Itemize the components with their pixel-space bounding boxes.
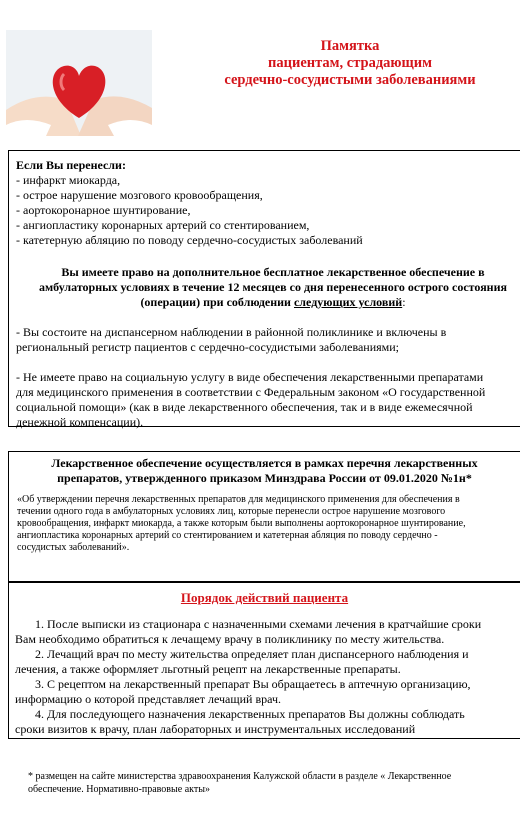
condition-item: - катетерную абляцию по поводу сердечно-сосудистых заболеваний xyxy=(16,233,363,247)
rights-line-conditions xyxy=(16,295,520,310)
order-quote-line: сосудистых заболеваний». xyxy=(17,542,130,553)
order-quote-line: течении одного года в амбулаторных условиях лиц, которые перенесли острое нарушение мозгового xyxy=(17,506,446,517)
condition-paragraph: социальной помощи» (как в виде лекарственного обеспечения, так и в виде ежемесячной xyxy=(16,400,473,414)
step-line: 4. Для последующего назначения лекарственных препаратов Вы должны соблюдать xyxy=(35,707,465,721)
order-heading-line: Лекарственное обеспечение осуществляется в рамках перечня лекарственных xyxy=(51,456,478,470)
steps-heading: Порядок действий пациента xyxy=(180,590,349,605)
title-line: Памятка xyxy=(320,38,380,54)
step-line: Вам необходимо обратиться к лечащему врачу в поликлинику по месту жительства. xyxy=(15,632,445,646)
condition-paragraph: региональный регистр пациентов с сердечно-сосудистыми заболеваниями; xyxy=(16,340,400,354)
conditions-underlined: следующих условий xyxy=(293,295,403,309)
rights-line: амбулаторных условиях в течение 12 месяцев со дня перенесенного острого состояния xyxy=(38,280,508,294)
heart-icon xyxy=(6,30,152,136)
step-line: информацию о которой представляет лечащий врач. xyxy=(15,692,281,706)
rights-line: Вы имеете право на дополнительное бесплатное лекарственное обеспечение в xyxy=(61,265,485,279)
order-heading-line: препаратов, утвержденного приказом Минздрава России от 09.01.2020 №1н* xyxy=(57,471,472,485)
footnote xyxy=(28,770,451,796)
step-line: 2. Лечащий врач по месту жительства определяет план диспансерного наблюдения и xyxy=(35,647,469,661)
footnote-line: обеспечение. Нормативно-правовые акты» xyxy=(28,784,210,795)
order-quote-line: «Об утверждении перечня лекарственных препаратов для медицинского применения для обеспечения в xyxy=(17,494,460,505)
condition-item: - инфаркт миокарда, xyxy=(16,173,121,187)
condition-item: - ангиопластику коронарных артерий со стентированием, xyxy=(16,218,310,232)
condition-item: - острое нарушение мозгового кровообращения, xyxy=(16,188,263,202)
eligibility-box xyxy=(8,150,520,427)
eligibility-heading: Если Вы перенесли: xyxy=(16,158,126,172)
page-title xyxy=(190,38,510,89)
step-line: 1. После выписки из стационара с назначенными схемами лечения в кратчайшие сроки xyxy=(35,617,482,631)
condition-paragraph: денежной компенсации). xyxy=(16,415,144,429)
order-quote-line: кровообращения, инфаркт миокарда, а также которым были выполнены аортокоронарное шунтирование, xyxy=(17,518,466,529)
title-line: сердечно-сосудистыми заболеваниями xyxy=(224,72,476,88)
condition-item: - аортокоронарное шунтирование, xyxy=(16,203,191,217)
footnote-line: * размещен на сайте министерства здравоохранения Калужской области в разделе « Лекарственное xyxy=(28,771,452,782)
step-line: лечения, а также оформляет льготный рецепт на лекарственные препараты. xyxy=(15,662,401,676)
step-line: сроки визитов к врачу, план лабораторных и инструментальных исследований xyxy=(15,722,416,736)
condition-paragraph: для медицинского применения в соответствии с Федеральным законом «О государственной xyxy=(16,385,486,399)
patient-steps-box xyxy=(8,582,520,739)
step-line: 3. С рецептом на лекарственный препарат Вы обращаетесь в аптечную организацию, xyxy=(35,677,471,691)
order-quote-line: ангиопластика коронарных артерий со стентированием и катетерная абляция по поводу сердечно - xyxy=(17,530,438,541)
heart-hands-photo xyxy=(6,30,152,136)
condition-paragraph: - Вы состоите на диспансерном наблюдении в районной поликлинике и включены в xyxy=(16,325,447,339)
rights-text: (операции) при соблюдении xyxy=(140,295,294,309)
condition-paragraph: - Не имеете право на социальную услугу в виде обеспечения лекарственными препаратами xyxy=(16,370,484,384)
order-box xyxy=(8,451,520,582)
rights-colon: : xyxy=(402,295,406,309)
title-line: пациентам, страдающим xyxy=(268,55,432,71)
